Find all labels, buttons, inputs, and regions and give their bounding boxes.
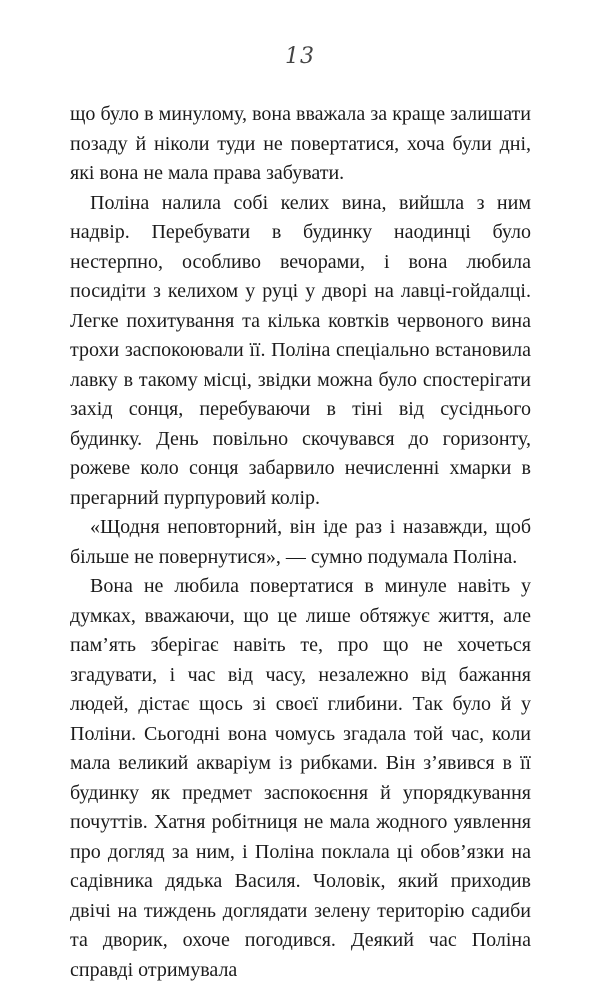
paragraph-1: що було в минулому, вона вважала за краще залишати позаду й ніколи туди не повертатися, хоча були дні, які вона не мала права забувати. [70, 103, 531, 184]
page-number: 13 [285, 44, 315, 69]
paragraph-3: «Щодня неповторний, він іде раз і назавжди, щоб більше не повернутися», — сумно подумала Поліна. [70, 516, 531, 568]
body-text [70, 100, 531, 985]
paragraph-2: Поліна налила собі келих вина, вийшла з ним надвір. Перебувати в будинку наодинці було нестерпно, особливо вечорами, і вона любила посидіти з келихом у руці у дворі на лавці-гойдалці. Легке похитування та кілька ковтків червоного вина трохи заспокоювали її. Поліна спеціально встановила лавку в такому місці, звідки можна було спостерігати захід сонця, перебуваючи в тіні від сусіднього будинку. День повільно скочувався до горизонту, рожеве коло сонця забарвило нечисленні хмарки в прегарний пурпуровий колір. [70, 191, 531, 509]
paragraph-4: Вона не любила повертатися в минуле навіть у думках, вважаючи, що це лише обтяжує життя, але пам’ять зберігає навіть те, про що не хочеться згадувати, і час від часу, незалежно від бажання людей, дістає щось зі своєї глибини. Так було й у Поліни. Сьогодні вона чомусь згадала той час, коли мала великий акваріум із рибками. Він з’явився в її будинку як предмет заспокоєння й упорядкування почуттів. Хатня робітниця не мала жодного уявлення про догляд за ним, і Поліна поклала ці обов’язки на садівника дядька Василя. Чоловік, який приходив двічі на тиждень доглядати зелену територію садиби та дворик, охоче погодився. Деякий час Поліна справді отримувала [70, 575, 531, 981]
